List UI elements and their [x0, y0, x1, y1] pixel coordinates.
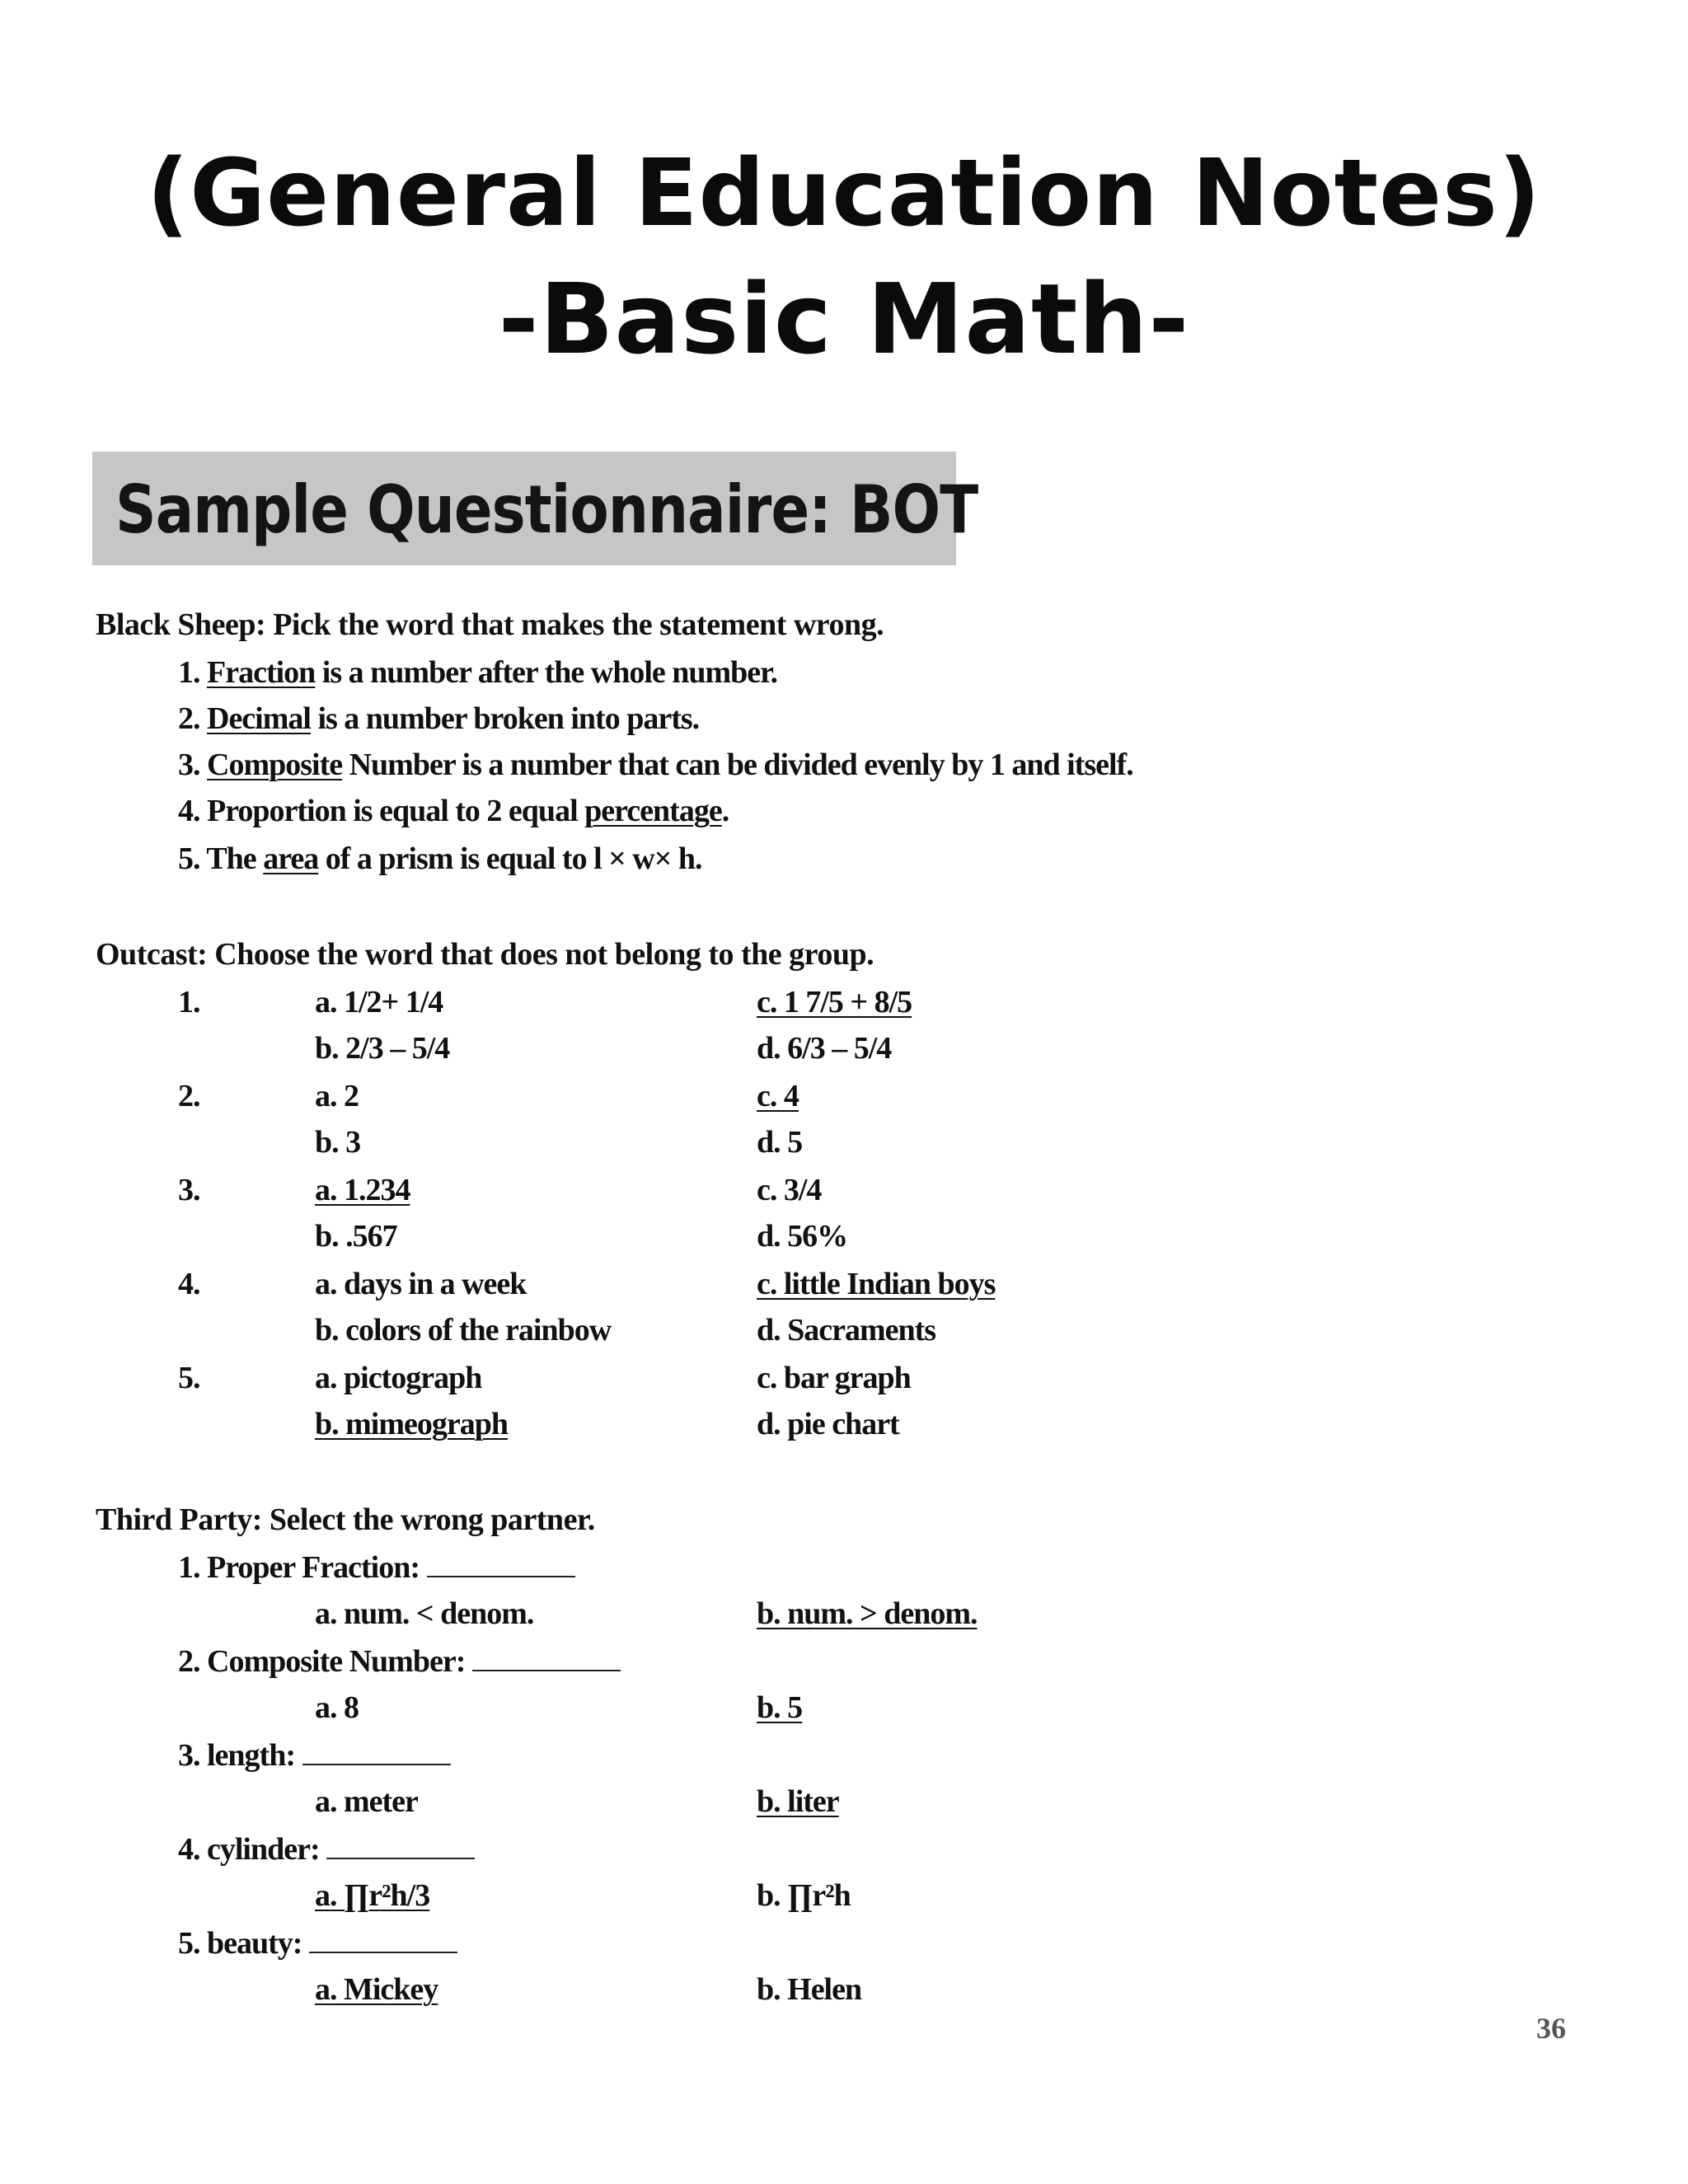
- third-party-option-b: b. num. > denom.: [757, 1596, 978, 1631]
- third-party-heading: Third Party: Select the wrong partner.: [96, 1502, 595, 1537]
- third-party-question: 1. Proper Fraction:: [178, 1549, 575, 1586]
- black-sheep-item: 1. Fraction is a number after the whole number.: [178, 655, 778, 690]
- third-party-question: 3. length:: [178, 1737, 451, 1774]
- third-party-question: 4. cylinder:: [178, 1831, 475, 1868]
- outcast-option-c: c. bar graph: [757, 1361, 911, 1395]
- outcast-option-b: b. mimeograph: [315, 1407, 508, 1441]
- outcast-option-a: a. 1.234: [315, 1173, 410, 1207]
- black-sheep-item: 2. Decimal is a number broken into parts.: [178, 701, 700, 736]
- answer-blank[interactable]: [309, 1925, 457, 1953]
- third-party-option-a: a. 8: [315, 1690, 359, 1725]
- black-sheep-item: 4. Proportion is equal to 2 equal percentage.: [178, 794, 729, 828]
- section-banner: [92, 452, 978, 565]
- answer-blank[interactable]: [326, 1831, 475, 1859]
- third-party-option-a: a. Mickey: [315, 1972, 438, 2007]
- outcast-option-d: d. 6/3 – 5/4: [757, 1031, 892, 1066]
- answer-blank[interactable]: [427, 1549, 575, 1577]
- section-banner-label: Sample Questionnaire: BOT: [115, 471, 978, 548]
- outcast-option-a: a. 1/2+ 1/4: [315, 985, 443, 1019]
- outcast-option-b: b. 3: [315, 1125, 361, 1160]
- third-party-question: 2. Composite Number:: [178, 1643, 621, 1680]
- outcast-number: 2.: [178, 1079, 200, 1113]
- third-party-option-a: a. num. < denom.: [315, 1596, 534, 1631]
- black-sheep-item: 5. The area of a prism is equal to l × w× h.: [178, 841, 702, 876]
- outcast-option-c: c. 1 7/5 + 8/5: [757, 985, 912, 1019]
- outcast-number: 1.: [178, 985, 200, 1019]
- black-sheep-heading: Black Sheep: Pick the word that makes the statement wrong.: [96, 607, 884, 642]
- black-sheep-item: 3. Composite Number is a number that can be divided evenly by 1 and itself.: [178, 748, 1133, 782]
- third-party-option-b: b. ∏r²h: [757, 1878, 851, 1913]
- outcast-option-b: b. 2/3 – 5/4: [315, 1031, 450, 1066]
- outcast-option-a: a. pictograph: [315, 1361, 482, 1395]
- outcast-option-d: d. pie chart: [757, 1407, 899, 1441]
- outcast-option-a: a. 2: [315, 1079, 359, 1113]
- outcast-option-c: c. little Indian boys: [757, 1267, 996, 1301]
- outcast-number: 5.: [178, 1361, 200, 1395]
- third-party-option-a: a. ∏r²h/3: [315, 1878, 430, 1913]
- outcast-number: 3.: [178, 1173, 200, 1207]
- third-party-option-b: b. 5: [757, 1690, 803, 1725]
- page-number: 36: [1536, 2012, 1566, 2045]
- answer-blank[interactable]: [472, 1643, 621, 1671]
- third-party-option-a: a. meter: [315, 1784, 418, 1819]
- outcast-option-d: d. Sacraments: [757, 1313, 936, 1347]
- outcast-option-d: d. 56%: [757, 1219, 848, 1254]
- answer-blank[interactable]: [302, 1737, 451, 1765]
- outcast-heading: Outcast: Choose the word that does not belong to the group.: [96, 937, 874, 972]
- third-party-question: 5. beauty:: [178, 1925, 457, 1961]
- outcast-number: 4.: [178, 1267, 200, 1301]
- outcast-option-d: d. 5: [757, 1125, 803, 1160]
- outcast-option-b: b. colors of the rainbow: [315, 1313, 612, 1347]
- document-title: (General Education Notes): [147, 140, 1541, 247]
- document-subtitle: -Basic Math-: [498, 262, 1190, 376]
- third-party-option-b: b. Helen: [757, 1972, 862, 2007]
- outcast-option-a: a. days in a week: [315, 1267, 527, 1301]
- outcast-option-c: c. 3/4: [757, 1173, 822, 1207]
- outcast-option-c: c. 4: [757, 1079, 799, 1113]
- outcast-option-b: b. .567: [315, 1219, 397, 1254]
- third-party-option-b: b. liter: [757, 1784, 839, 1819]
